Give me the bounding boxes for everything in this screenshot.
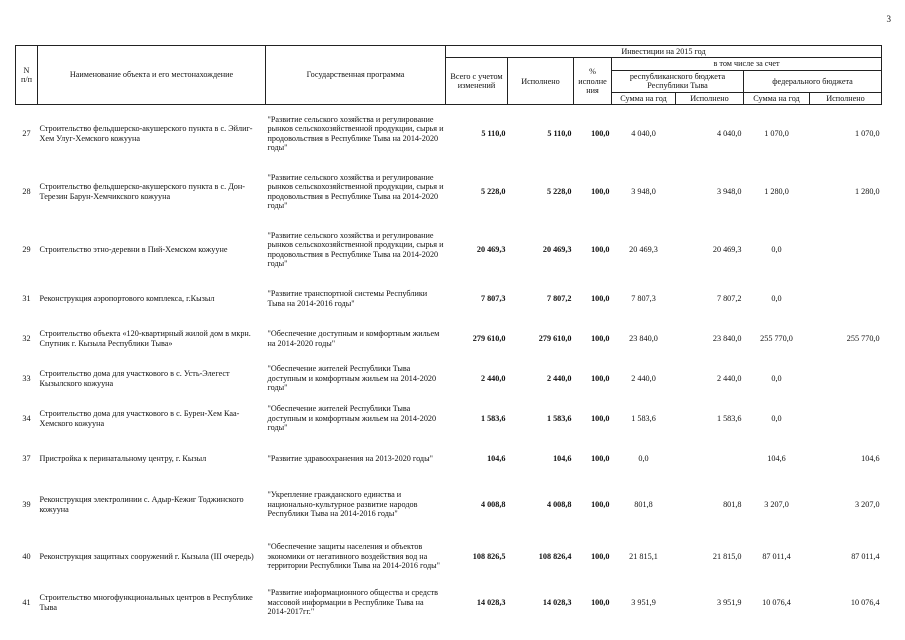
percent-value: 100,0 xyxy=(591,129,610,139)
total-value: 1 583,6 xyxy=(480,413,506,423)
rep-exec-value: 3 951,9 xyxy=(716,597,742,607)
rep-sum-value: 20 469,3 xyxy=(629,244,658,254)
rep-exec-value: 7 807,2 xyxy=(716,293,742,303)
row-number: 39 xyxy=(22,499,31,509)
object-name: Строительство дома для участкового в с. Бурен-Хем Каа-Хемского кожууна xyxy=(39,409,240,428)
fed-exec-value: 104,6 xyxy=(861,453,880,463)
row-number: 28 xyxy=(22,186,31,196)
fed-sum-value: 0,0 xyxy=(771,293,782,303)
col-header-executed: Исполнено xyxy=(508,58,574,105)
program-name: "Развитие информационного общества и средств массовой информации в Республике Тыва на 2014-2017гг." xyxy=(267,588,439,617)
fed-exec-value: 3 207,0 xyxy=(854,499,880,509)
fed-exec-value xyxy=(810,221,882,279)
investment-table xyxy=(15,45,882,623)
table-row xyxy=(16,105,882,163)
row-number: 27 xyxy=(22,129,31,139)
table-row xyxy=(16,439,882,479)
col-header-investments: Инвестиции на 2015 год xyxy=(446,46,882,58)
rep-exec-value: 4 040,0 xyxy=(716,129,742,139)
program-name: "Развитие сельского хозяйства и регулирование рынков сельскохозяйственной продукции, сырья и продовольствия в Республике Тыва на 2014-2020 годы" xyxy=(267,230,444,269)
col-header-including: в том числе за счет xyxy=(612,58,882,70)
total-value: 14 028,3 xyxy=(476,597,506,607)
fed-sum-value: 87 011,4 xyxy=(762,551,791,561)
program-name: "Развитие здравоохранения на 2013-2020 годы" xyxy=(267,453,433,463)
rep-sum-value: 2 440,0 xyxy=(631,373,656,383)
rep-sum-value: 801,8 xyxy=(634,499,653,509)
percent-value: 100,0 xyxy=(591,597,610,607)
rep-sum-value: 23 840,0 xyxy=(629,333,658,343)
rep-exec-value: 20 469,3 xyxy=(712,244,742,254)
rep-exec-value: 23 840,0 xyxy=(712,333,742,343)
fed-sum-value: 0,0 xyxy=(771,244,782,254)
executed-value: 108 826,4 xyxy=(538,551,572,561)
rep-sum-value: 3 948,0 xyxy=(631,186,656,196)
rep-exec-value: 21 815,0 xyxy=(712,551,742,561)
row-number: 29 xyxy=(22,244,31,254)
fed-sum-value: 10 076,4 xyxy=(762,597,791,607)
table-row xyxy=(16,583,882,623)
rep-sum-value: 4 040,0 xyxy=(631,129,656,139)
percent-value: 100,0 xyxy=(591,293,610,303)
rep-sum-value: 7 807,3 xyxy=(631,293,656,303)
executed-value: 5 228,0 xyxy=(546,186,572,196)
rep-exec-value: 1 583,6 xyxy=(716,413,742,423)
table-row xyxy=(16,399,882,439)
executed-value: 20 469,3 xyxy=(542,244,572,254)
total-value: 4 008,8 xyxy=(480,499,506,509)
row-number: 31 xyxy=(22,293,31,303)
col-header-percent: % исполне ния xyxy=(574,58,612,105)
object-name: Реконструкция защитных сооружений г. Кызыла (III очередь) xyxy=(39,551,254,561)
col-header-program: Государственная программа xyxy=(266,46,446,105)
fed-exec-value: 1 280,0 xyxy=(854,186,880,196)
percent-value: 100,0 xyxy=(591,244,610,254)
fed-sum-value: 255 770,0 xyxy=(760,333,793,343)
fed-exec-value: 10 076,4 xyxy=(850,597,880,607)
total-value: 2 440,0 xyxy=(480,373,506,383)
object-name: Строительство объекта «120-квартирный жилой дом в мкрн. Спутник г. Кызыла Республики Тыва» xyxy=(39,329,251,348)
col-header-total: Всего с учетом изменений xyxy=(446,58,508,105)
object-name: Реконструкция электролинии с. Адыр-Кежиг Тоджинского кожууна xyxy=(39,495,244,514)
row-number: 33 xyxy=(22,373,31,383)
total-value: 5 110,0 xyxy=(481,129,506,139)
table-row xyxy=(16,359,882,399)
object-name: Строительство дома для участкового в с. Усть-Элегест Кызылского кожууна xyxy=(39,369,230,388)
executed-value: 279 610,0 xyxy=(538,333,572,343)
object-name: Реконструкция аэропортового комплекса, г.Кызыл xyxy=(39,293,215,303)
fed-sum-value: 1 280,0 xyxy=(764,186,789,196)
percent-value: 100,0 xyxy=(591,333,610,343)
col-header-republic: республиканского бюджета Республики Тыва xyxy=(612,70,744,92)
program-name: "Обеспечение доступным и комфортным жильем на 2014-2020 годы" xyxy=(267,329,440,348)
executed-value: 2 440,0 xyxy=(546,373,572,383)
executed-value: 7 807,2 xyxy=(546,293,572,303)
table-row xyxy=(16,319,882,359)
table-row xyxy=(16,531,882,583)
program-name: "Развитие сельского хозяйства и регулирование рынков сельскохозяйственной продукции, сырья и продовольствия в Республике Тыва на 2014-2020 годы" xyxy=(267,115,444,153)
row-number: 40 xyxy=(22,551,31,561)
col-header-n: N п/п xyxy=(16,46,38,105)
row-number: 32 xyxy=(22,333,31,343)
fed-sum-value: 3 207,0 xyxy=(764,499,789,509)
percent-value: 100,0 xyxy=(591,413,610,423)
executed-value: 104,6 xyxy=(553,453,572,463)
col-header-rep-exec: Исполнено xyxy=(676,92,744,104)
fed-exec-value xyxy=(810,399,882,439)
fed-sum-value: 1 070,0 xyxy=(764,129,789,139)
row-number: 41 xyxy=(22,597,31,607)
program-name: "Укрепление гражданского единства и национально-культурное развитие народов Республики Тыва на 2014-2016 годы" xyxy=(267,490,418,519)
object-name: Строительство многофункциональных центров в Республике Тыва xyxy=(39,593,253,612)
object-name: Пристройка к перинатальному центру, г. Кызыл xyxy=(39,453,207,463)
col-header-name: Наименование объекта и его местонахождение xyxy=(38,46,266,105)
executed-value: 5 110,0 xyxy=(547,129,572,139)
percent-value: 100,0 xyxy=(591,499,610,509)
fed-sum-value: 104,6 xyxy=(767,453,786,463)
executed-value: 4 008,8 xyxy=(546,499,572,509)
rep-sum-value: 1 583,6 xyxy=(631,413,656,423)
program-name: "Развитие сельского хозяйства и регулирование рынков сельскохозяйственной продукции, сырья и продовольствия в Республике Тыва на 2014-2020 годы" xyxy=(267,172,444,211)
percent-value: 100,0 xyxy=(591,453,610,463)
rep-exec-value xyxy=(676,439,744,479)
col-header-federal: федерального бюджета xyxy=(744,70,882,92)
total-value: 279 610,0 xyxy=(472,333,506,343)
table-row xyxy=(16,479,882,531)
row-number: 34 xyxy=(22,413,31,423)
col-header-fed-sum: Сумма на год xyxy=(744,92,810,104)
rep-sum-value: 3 951,9 xyxy=(631,597,656,607)
fed-exec-value: 1 070,0 xyxy=(854,129,880,139)
fed-exec-value xyxy=(810,279,882,319)
object-name: Строительство фельдшерско-акушерского пункта в с. Дон-Терезин Барун-Хемчикского кожууна xyxy=(39,182,245,201)
total-value: 104,6 xyxy=(487,453,506,463)
table-row xyxy=(16,221,882,279)
program-name: "Обеспечение жителей Республики Тыва доступным и комфортным жильем на 2014-2020 годы" xyxy=(267,404,437,433)
object-name: Строительство фельдшерско-акушерского пункта в с. Эйлиг-Хем Улуг-Хемского кожууна xyxy=(39,124,253,143)
total-value: 7 807,3 xyxy=(480,293,506,303)
object-name: Строительство этно-деревни в Пий-Хемском кожууне xyxy=(39,244,228,254)
percent-value: 100,0 xyxy=(591,373,610,383)
col-header-rep-sum: Сумма на год xyxy=(612,92,676,104)
rep-sum-value: 21 815,1 xyxy=(629,551,658,561)
fed-sum-value: 0,0 xyxy=(771,413,782,423)
fed-sum-value: 0,0 xyxy=(771,373,782,383)
rep-exec-value: 801,8 xyxy=(723,499,742,509)
percent-value: 100,0 xyxy=(591,186,610,196)
fed-exec-value xyxy=(810,359,882,399)
program-name: "Обеспечение жителей Республики Тыва доступным и комфортным жильем на 2014-2020 годы" xyxy=(267,364,437,393)
rep-exec-value: 2 440,0 xyxy=(716,373,742,383)
col-header-fed-exec: Исполнено xyxy=(810,92,882,104)
executed-value: 14 028,3 xyxy=(542,597,572,607)
fed-exec-value: 255 770,0 xyxy=(846,333,880,343)
table-row xyxy=(16,163,882,221)
page-number: 3 xyxy=(886,14,891,24)
table-row xyxy=(16,279,882,319)
fed-exec-value: 87 011,4 xyxy=(851,551,880,561)
percent-value: 100,0 xyxy=(591,551,610,561)
program-name: "Обеспечение защиты населения и объектов экономики от негативного воздействия вод на территории Республики Тыва на 2014-2016 годы" xyxy=(267,542,441,571)
program-name: "Развитие транспортной системы Республики Тыва на 2014-2016 годы" xyxy=(267,289,428,308)
total-value: 20 469,3 xyxy=(476,244,506,254)
rep-sum-value: 0,0 xyxy=(638,453,649,463)
total-value: 5 228,0 xyxy=(480,186,506,196)
executed-value: 1 583,6 xyxy=(546,413,572,423)
total-value: 108 826,5 xyxy=(472,551,506,561)
rep-exec-value: 3 948,0 xyxy=(716,186,742,196)
row-number: 37 xyxy=(22,453,31,463)
